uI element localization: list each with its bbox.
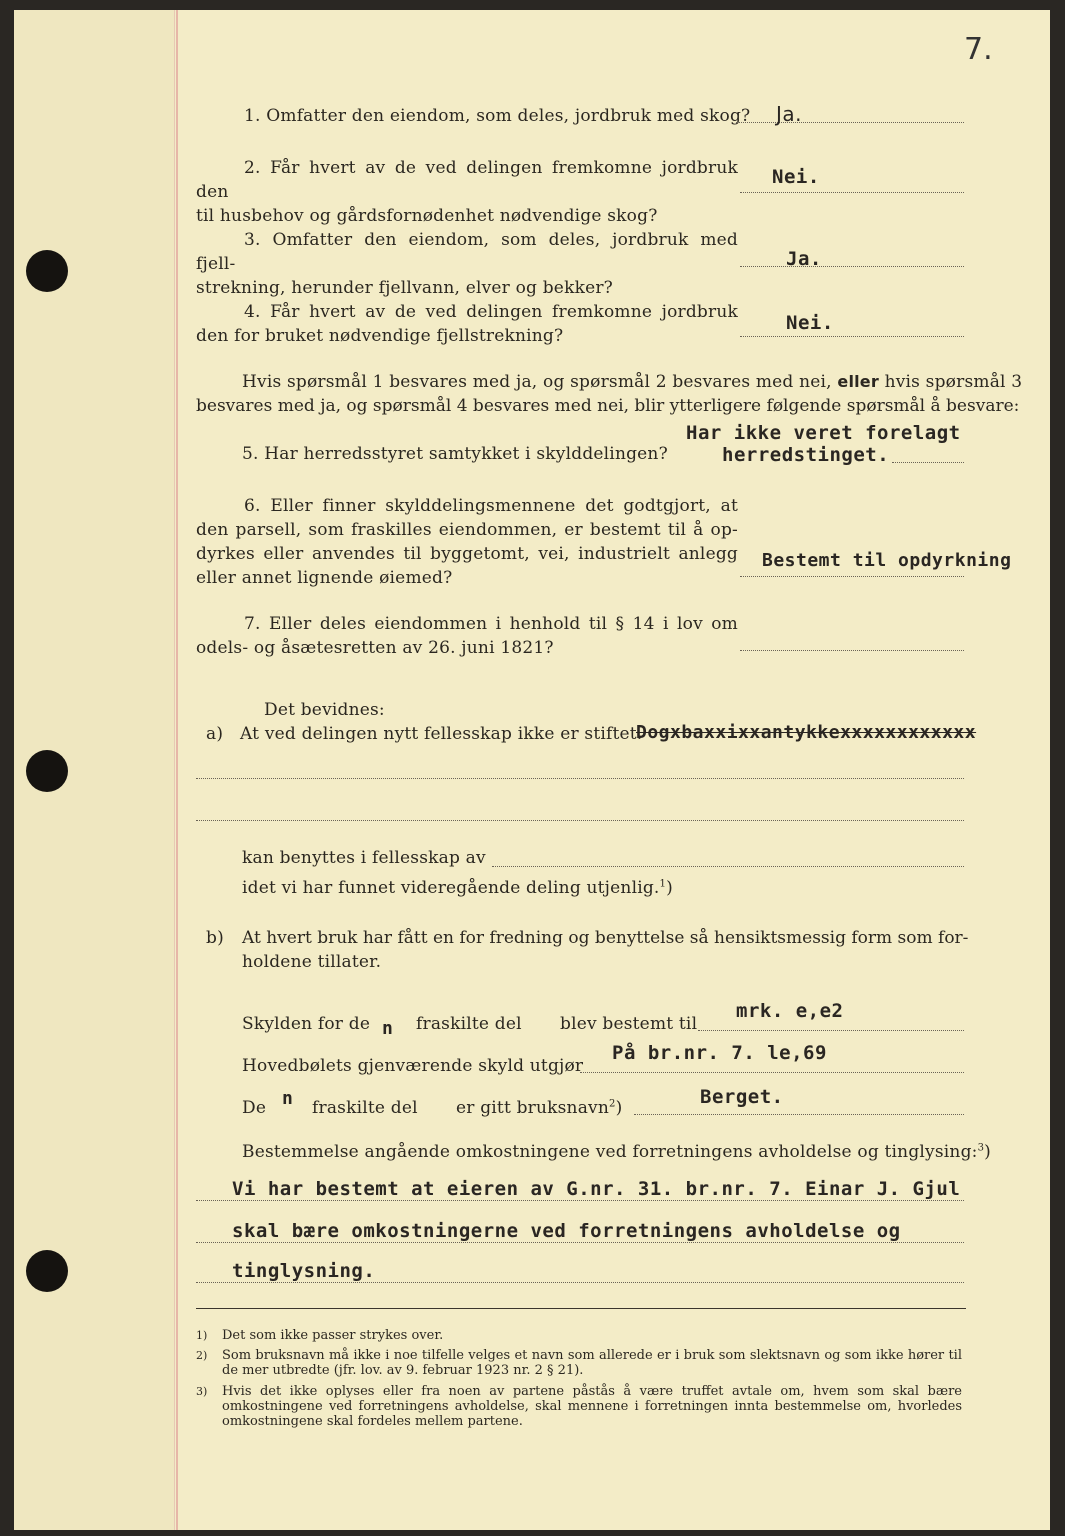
punch-hole (26, 250, 68, 292)
footnote-1: 1) Det som ikke passer strykes over. (196, 1328, 444, 1343)
answer-line (698, 1030, 964, 1031)
answer-line (580, 1072, 964, 1073)
blank-line (492, 866, 964, 867)
er-gitt-bruksnavn: er gitt bruksnavn$^2$) (456, 1098, 623, 1118)
answer-line (740, 576, 964, 577)
blank-line (196, 1200, 964, 1201)
idet-vi: idet vi har funnet videregående deling utjenlig.$^1$) (242, 878, 673, 898)
punch-hole (26, 1250, 68, 1292)
answer-line (740, 650, 964, 651)
question-7: 7. Eller deles eiendommen i henhold til § 14 i lov om odels- og åsætesretten av 26. juni 1821? (196, 614, 738, 658)
margin-rule (176, 10, 178, 1530)
bevidnes-heading: Det bevidnes: (264, 700, 385, 720)
item-a-text: At ved delingen nytt fellesskap ikke er stiftet. (240, 724, 643, 744)
omkostning-label: Bestemmelse angående omkostningene ved forretningens avholdelse og tinglysing:$^3$) (242, 1142, 991, 1162)
footnote-3: 3) Hvis det ikke oplyses eller fra noen av partene påstås å være truffet avtale om, hvem som skal bære omkostningene ved forretningens avholdelse, skal mennene i forretningen innta bestemmelse om, hvorledes omkostningene skal fordeles mellem partene. (196, 1384, 962, 1429)
item-a-label: a) (206, 724, 224, 744)
blank-line (196, 1242, 964, 1243)
footnote-rule (196, 1308, 966, 1309)
item-b-label: b) (206, 928, 224, 948)
answer-line (892, 462, 964, 463)
answer-3: Ja. (786, 248, 822, 270)
answer-6: Bestemt til opdyrkning (762, 550, 1012, 571)
typed-n: n (382, 1018, 394, 1039)
answer-line (740, 266, 964, 267)
omkostning-line-2: skal bære omkostningerne ved forretningens avholdelse og (232, 1220, 901, 1242)
typed-n: n (282, 1088, 294, 1109)
footnote-2: 2) Som bruksnavn må ikke i noe tilfelle velges et navn som allerede er i bruk som slektsnavn og som ikke hører til de mer utbredte (jfr. lov. av 9. februar 1923 nr. 2 § 21). (196, 1348, 962, 1378)
skyld-value: mrk. e,e2 (736, 1000, 844, 1022)
blev-bestemt: blev bestemt til (560, 1014, 698, 1034)
hovedbol-value: På br.nr. 7. le,69 (612, 1042, 827, 1064)
question-4: 4. Får hvert av de ved delingen fremkomne jordbruk den for bruket nødvendige fjellstrekning? (196, 302, 738, 346)
page-number: 7. (964, 32, 993, 67)
fraskilte-del: fraskilte del (416, 1014, 522, 1034)
answer-line (740, 192, 964, 193)
answer-4: Nei. (786, 312, 834, 334)
struck-typed-text: Dogxbaxxixxantykkexxxxxxxxxxxx (636, 722, 977, 743)
question-1: 1. Omfatter den eiendom, som deles, jordbruk med skog? (244, 106, 751, 126)
omkostning-line-3: tinglysning. (232, 1260, 376, 1282)
blank-line (196, 820, 964, 821)
answer-5-line-1: Har ikke veret forelagt (686, 422, 961, 444)
skylden-for-de: Skylden for de (242, 1014, 371, 1034)
question-5: 5. Har herredsstyret samtykket i skylddelingen? (242, 444, 668, 464)
item-b-line-2: holdene tillater. (242, 952, 382, 972)
punch-hole (26, 750, 68, 792)
fraskilte-del: fraskilte del (312, 1098, 418, 1118)
instruction-line-1: Hvis spørsmål 1 besvares med ja, og spørsmål 2 besvares med nei, eller hvis spørsmål 3 (242, 372, 1023, 392)
instruction-line-2: besvares med ja, og spørsmål 4 besvares med nei, blir ytterligere følgende spørsmål å besvare: (196, 396, 1020, 416)
question-3: 3. Omfatter den eiendom, som deles, jordbruk med fjell- strekning, herunder fjellvann, elver og bekker? (196, 230, 739, 298)
omkostning-line-1: Vi har bestemt at eieren av G.nr. 31. br.nr. 7. Einar J. Gjul (232, 1178, 961, 1200)
answer-line (736, 122, 964, 123)
blank-line (196, 1282, 964, 1283)
question-6: 6. Eller finner skylddelingsmennene det godtgjort, at den parsell, som fraskilles eiendommen, er bestemt til å op- dyrkes eller anvendes til byggetomt, vei, industrielt anlegg eller annet lignende øiemed? (196, 496, 738, 588)
answer-5-line-2: herredstinget. (722, 444, 890, 466)
answer-line (634, 1114, 964, 1115)
bruksnavn-value: Berget. (700, 1086, 784, 1108)
blank-line (196, 778, 964, 779)
hovedbol-label: Hovedbølets gjenværende skyld utgjør (242, 1056, 584, 1076)
answer-line (740, 336, 964, 337)
answer-1: Ja. (776, 102, 803, 126)
question-2: 2. Får hvert av de ved delingen fremkomne jordbruk den til husbehov og gårdsfornødenhet nødvendige skog? (196, 158, 738, 226)
item-b-line-1: At hvert bruk har fått en for fredning og benyttelse så hensiktsmessig form som for- (242, 928, 969, 948)
kan-benyttes: kan benyttes i fellesskap av (242, 848, 486, 868)
document-page (14, 10, 1050, 1530)
de-label: De (242, 1098, 267, 1118)
answer-2: Nei. (772, 166, 820, 188)
